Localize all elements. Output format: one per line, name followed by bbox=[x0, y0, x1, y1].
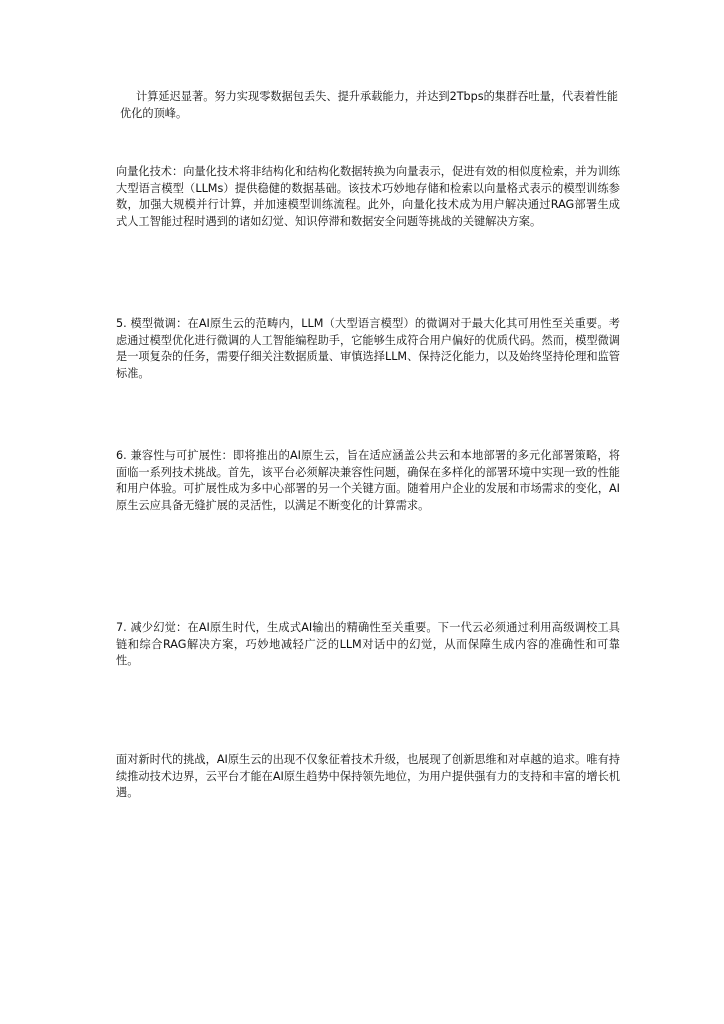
paragraph-vectorization: 向量化技术：向量化技术将非结构化和结构化数据转换为向量表示，促进有效的相似度检索，并为训练大型语言模型（LLMs）提供稳健的数据基础。该技术巧妙地存储和检索以向量格式表示的模型训练参数，加强大规模并行计算，并加速模型训练流程。此外，向量化技术成为用户解决通过RAG部署生成式人工智能过程时遇到的诸如幻觉、知识停滞和数据安全问题等挑战的关键解决方案。 bbox=[116, 165, 620, 228]
paragraph-performance-continuation: 计算延迟显著。努力实现零数据包丢失、提升承载能力，并达到2Tbps的集群吞吐量，代表着性能优化的顶峰。 bbox=[120, 90, 618, 120]
paragraph-conclusion: 面对新时代的挑战，AI原生云的出现不仅象征着技术升级，也展现了创新思维和对卓越的追求。唯有持续推动技术边界，云平台才能在AI原生趋势中保持领先地位，为用户提供强有力的支持和丰富的增长机遇。 bbox=[116, 753, 620, 799]
paragraph-compatibility-scalability: 6. 兼容性与可扩展性：即将推出的AI原生云，旨在适应涵盖公共云和本地部署的多元化部署策略，将面临一系列技术挑战。首先，该平台必须解决兼容性问题，确保在多样化的部署环境中实现一致的性能和用户体验。可扩展性成为多中心部署的另一个关键方面。随着用户企业的发展和市场需求的变化，AI原生云应具备无缝扩展的灵活性，以满足不断变化的计算需求。 bbox=[116, 449, 620, 512]
paragraph-reduce-hallucination: 7. 减少幻觉：在AI原生时代，生成式AI输出的精确性至关重要。下一代云必须通过利用高级调校工具链和综合RAG解决方案，巧妙地减轻广泛的LLM对话中的幻觉，从而保障生成内容的准确性和可靠性。 bbox=[116, 621, 620, 667]
paragraph-model-finetuning: 5. 模型微调：在AI原生云的范畴内，LLM（大型语言模型）的微调对于最大化其可用性至关重要。考虑通过模型优化进行微调的人工智能编程助手，它能够生成符合用户偏好的优质代码。然而，模型微调是一项复杂的任务，需要仔细关注数据质量、审慎选择LLM、保持泛化能力，以及始终坚持伦理和监管标准。 bbox=[116, 317, 620, 380]
